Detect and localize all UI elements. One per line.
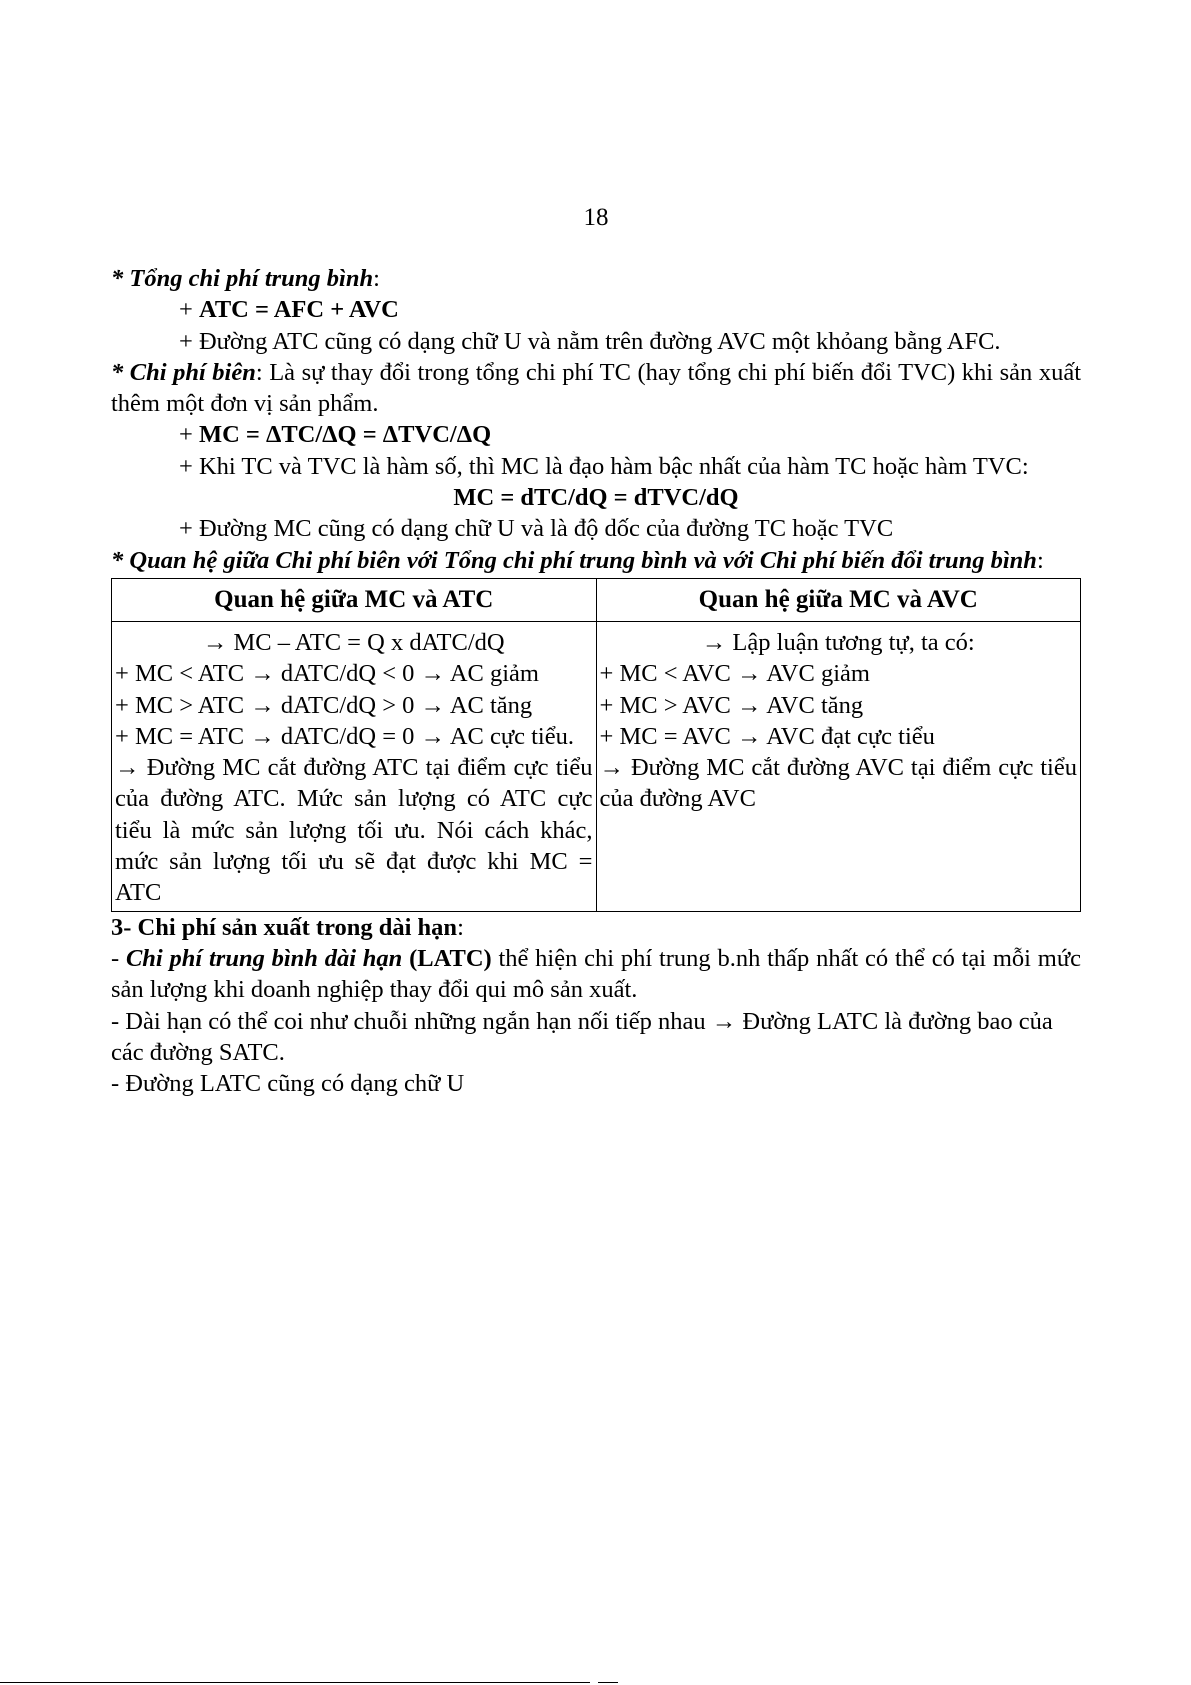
mc-derivative-line: + Khi TC và TVC là hàm số, thì MC là đạo hàm bậc nhất của hàm TC hoặc hàm TVC:: [179, 452, 1029, 480]
page-number: 18: [583, 204, 609, 231]
mc-formula2: MC = dTC/dQ = dTVC/dQ: [453, 484, 739, 512]
mc-avc-line-0: → Lập luận tương tự, ta có:: [701, 628, 975, 656]
content: [111, 263, 1081, 1099]
relation-heading-line: [111, 545, 1081, 576]
mc-atc-line-2: + MC > ATC → dATC/dQ > 0 → AC tăng: [115, 691, 533, 719]
latc-term: Chi phí trung bình dài hạn: [125, 944, 403, 972]
mc-formula1: MC = ΔTC/ΔQ = ΔTVC/ΔQ: [198, 421, 492, 449]
mc-atc-line-0: → MC – ATC = Q x dATC/dQ: [202, 628, 505, 656]
mc-atc-line-1: + MC < ATC → dATC/dQ < 0 → AC giảm: [115, 660, 539, 688]
longrun-heading: 3- Chi phí sản xuất trong dài hạn: [111, 913, 458, 941]
relation-table: [111, 578, 1081, 912]
table-header-mc-atc: Quan hệ giữa MC và ATC: [112, 578, 597, 621]
mc-avc-line-4: → Đường MC cắt đường AVC tại điểm cực tiểu của đường AVC: [599, 754, 1077, 813]
mc-avc-cell: [596, 621, 1081, 911]
mc-heading: * Chi phí biên: [111, 358, 256, 386]
mc-avc-line-3: + MC = AVC → AVC đạt cực tiểu: [599, 722, 935, 750]
mc-atc-line-4: → Đường MC cắt đường ATC tại điểm cực tiểu của đường ATC. Mức sản lượng có ATC cực tiểu là mức sản lượng tối ưu. Nói cách khác, mức sản lượng tối ưu sẽ đạt được khi MC = ATC: [115, 754, 593, 907]
longrun-heading-colon: :: [457, 913, 464, 941]
latc-shape-line: - Đường LATC cũng có dạng chữ U: [111, 1070, 465, 1098]
mc-avc-line-1: + MC < AVC → AVC giảm: [599, 660, 870, 688]
mc-formula1-line: + MC = ΔTC/ΔQ = ΔTVC/ΔQ: [179, 421, 492, 449]
mc-shape-line: + Đường MC cũng có dạng chữ U và là độ dốc của đường TC hoặc TVC: [179, 515, 894, 543]
atc-formula-line: + ATC = AFC + AVC: [179, 296, 399, 324]
latc-bullet: -: [111, 944, 126, 972]
mc-definition: [111, 357, 1081, 420]
atc-desc: + Đường ATC cũng có dạng chữ U và nằm trên đường AVC một khỏang bằng AFC.: [179, 327, 1001, 355]
mc-atc-cell: [112, 621, 597, 911]
mc-atc-line-3: + MC = ATC → dATC/dQ = 0 → AC cực tiểu.: [115, 722, 574, 750]
footer-rule-short: [598, 1682, 618, 1683]
latc-abbr: (LATC): [402, 944, 492, 972]
mc-definition-text: : Là sự thay đổi trong tổng chi phí TC (hay tổng chi phí biến đổi TVC) khi sản xuất thêm một đơn vị sản phẩm.: [111, 358, 1081, 418]
mc-avc-line-2: + MC > AVC → AVC tăng: [599, 691, 864, 719]
table-header-mc-avc: Quan hệ giữa MC và AVC: [596, 578, 1081, 621]
latc-definition-text: thể hiện chi phí trung b.nh thấp nhất có thể có tại mỗi mức sản lượng khi doanh nghiệp thay đổi qui mô sản xuất.: [111, 944, 1081, 1004]
atc-heading-line: [111, 263, 1081, 294]
atc-heading: * Tổng chi phí trung bình: [111, 265, 374, 292]
longrun-heading-line: [111, 912, 1081, 943]
latc-envelope-line: - Dài hạn có thể coi như chuỗi những ngắn hạn nối tiếp nhau → Đường LATC là đường bao của các đường SATC.: [111, 1007, 1053, 1066]
relation-heading-colon: :: [1036, 546, 1044, 574]
atc-formula: ATC = AFC + AVC: [198, 296, 399, 324]
table-header-row: [112, 578, 1081, 621]
atc-heading-colon: :: [373, 265, 380, 292]
footer-rule: [0, 1682, 590, 1683]
table-row: [112, 621, 1081, 911]
relation-heading: * Quan hệ giữa Chi phí biên với Tổng chi phí trung bình và với Chi phí biến đổi trung bình: [111, 546, 1037, 574]
latc-definition: [111, 943, 1081, 1006]
